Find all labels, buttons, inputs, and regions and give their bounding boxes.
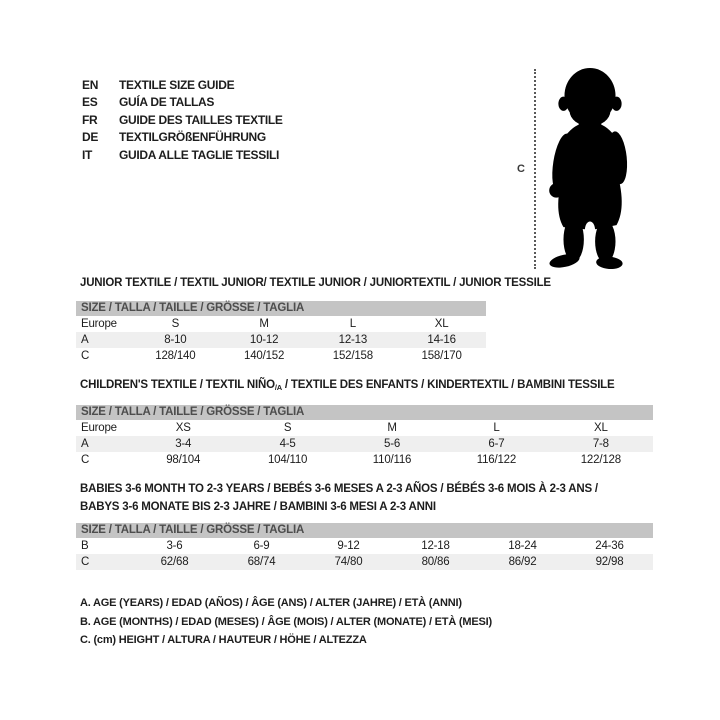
table-cell: 14-16 [427, 334, 456, 346]
table-cell: 12-13 [338, 334, 368, 346]
table-cell: 24-36 [595, 540, 624, 552]
junior-size-table [76, 301, 486, 364]
section-title-line [80, 275, 551, 293]
table-cell: 110/116 [372, 454, 412, 466]
toddler-silhouette-icon [542, 66, 638, 270]
language-label: GUIDE DES TAILLES TEXTILE [119, 112, 283, 127]
language-label: GUIDA ALLE TAGLIE TESSILI [119, 147, 280, 162]
table-cell: 8-10 [164, 334, 187, 346]
title-text: JUNIOR TEXTILE / TEXTIL JUNIOR/ TEXTILE JUNIOR / JUNIORTEXTIL / JUNIOR TESSILE [80, 277, 551, 289]
footnote-line: C. (cm) HEIGHT / ALTURA / HAUTEUR / HÖHE / ALTEZZA [80, 634, 367, 646]
language-code: ES [82, 95, 98, 110]
table-cell: S [171, 318, 180, 330]
footnote-line: B. AGE (MONTHS) / EDAD (MESES) / ÂGE (MOIS) / ALTER (MONATE) / ETÀ (MESI) [80, 615, 492, 628]
table-cell: M [387, 422, 397, 434]
table-cell: L [349, 318, 356, 330]
table-cell: 7-8 [592, 438, 609, 450]
table-cell: XS [175, 422, 191, 434]
section-title-line [80, 481, 598, 499]
table-cell: M [259, 318, 269, 330]
table-cell: 116/122 [476, 454, 517, 466]
table-row [76, 348, 486, 364]
table-cell: XL [593, 422, 608, 434]
row-label: Europe [81, 318, 117, 330]
title-text: / TEXTILE DES ENFANTS / KINDERTEXTIL / BAMBINI TESSILE [281, 379, 615, 391]
footnote-line: A. AGE (YEARS) / EDAD (AÑOS) / ÂGE (ANS) / ALTER (JAHRE) / ETÀ (ANNI) [80, 597, 462, 609]
language-code: FR [82, 112, 98, 127]
size-header-bar: SIZE / TALLA / TAILLE / GRÖSSE / TAGLIA [76, 523, 653, 538]
language-label: TEXTILGRÖßENFÜHRUNG [119, 130, 266, 145]
figure-area [505, 60, 655, 275]
language-code: EN [82, 77, 99, 92]
table-cell: 74/80 [334, 556, 363, 568]
table-cell: 3-6 [166, 540, 183, 552]
language-list [82, 76, 283, 164]
footnotes [80, 594, 492, 650]
babies-section-title [80, 481, 598, 516]
table-cell: 6-9 [253, 540, 270, 552]
row-label: B [81, 540, 89, 552]
title-text: CHILDREN'S TEXTILE / TEXTIL NIÑO [80, 379, 275, 391]
table-cell: 80/86 [421, 556, 450, 568]
language-row [82, 76, 283, 94]
table-cell: 10-12 [249, 334, 279, 346]
row-label: C [81, 454, 90, 466]
row-label: Europe [81, 422, 117, 434]
title-text: /A [274, 383, 282, 392]
section-title-line [80, 499, 598, 517]
babies-size-table [76, 523, 653, 570]
size-header-bar: SIZE / TALLA / TAILLE / GRÖSSE / TAGLIA [76, 301, 486, 316]
table-cell: 5-6 [384, 438, 401, 450]
table-cell: 86/92 [508, 556, 537, 568]
table-cell: 18-24 [508, 540, 537, 552]
table-cell: 104/110 [267, 454, 308, 466]
height-measure-dashed-line [534, 69, 536, 269]
language-row [82, 94, 283, 112]
row-label: C [81, 556, 90, 568]
height-measure-label: C [517, 163, 525, 175]
language-row [82, 111, 283, 129]
table-cell: 12-18 [421, 540, 450, 552]
language-row [82, 129, 283, 147]
language-label: TEXTILE SIZE GUIDE [119, 77, 235, 92]
table-cell: 9-12 [337, 540, 360, 552]
row-label: A [81, 334, 89, 346]
table-cell: 122/128 [580, 454, 621, 466]
size-header-bar: SIZE / TALLA / TAILLE / GRÖSSE / TAGLIA [76, 405, 653, 420]
table-cell: 128/140 [155, 350, 196, 362]
table-cell: 6-7 [488, 438, 505, 450]
table-cell: S [283, 422, 292, 434]
children-size-table [76, 405, 653, 468]
table-row [76, 316, 486, 332]
language-code: DE [82, 130, 99, 145]
table-cell: 140/152 [244, 350, 285, 362]
row-label: C [81, 350, 90, 362]
table-cell: 62/68 [160, 556, 189, 568]
table-row [76, 332, 486, 348]
table-row [76, 452, 653, 468]
language-row [82, 146, 283, 164]
table-row [76, 538, 653, 554]
language-label: GUÍA DE TALLAS [119, 95, 215, 110]
table-cell: L [493, 422, 500, 434]
language-code: IT [82, 147, 93, 162]
table-cell: 158/170 [421, 350, 462, 362]
table-row [76, 420, 653, 436]
children-section-title [80, 377, 614, 395]
table-row [76, 436, 653, 452]
title-text: BABIES 3-6 MONTH TO 2-3 YEARS / BEBÉS 3-6 MESES A 2-3 AÑOS / BÉBÉS 3-6 MOIS À 2-3 ANS / [80, 483, 598, 495]
table-row [76, 554, 653, 570]
table-cell: 92/98 [595, 556, 624, 568]
table-cell: 68/74 [247, 556, 276, 568]
table-cell: 4-5 [279, 438, 296, 450]
table-cell: 98/104 [166, 454, 201, 466]
row-label: A [81, 438, 89, 450]
table-cell: XL [434, 318, 449, 330]
junior-section-title [80, 275, 551, 293]
title-text: BABYS 3-6 MONATE BIS 2-3 JAHRE / BAMBINI 3-6 MESI A 2-3 ANNI [80, 500, 436, 513]
table-cell: 3-4 [175, 438, 192, 450]
table-cell: 152/158 [332, 350, 373, 362]
section-title-line [80, 377, 614, 395]
